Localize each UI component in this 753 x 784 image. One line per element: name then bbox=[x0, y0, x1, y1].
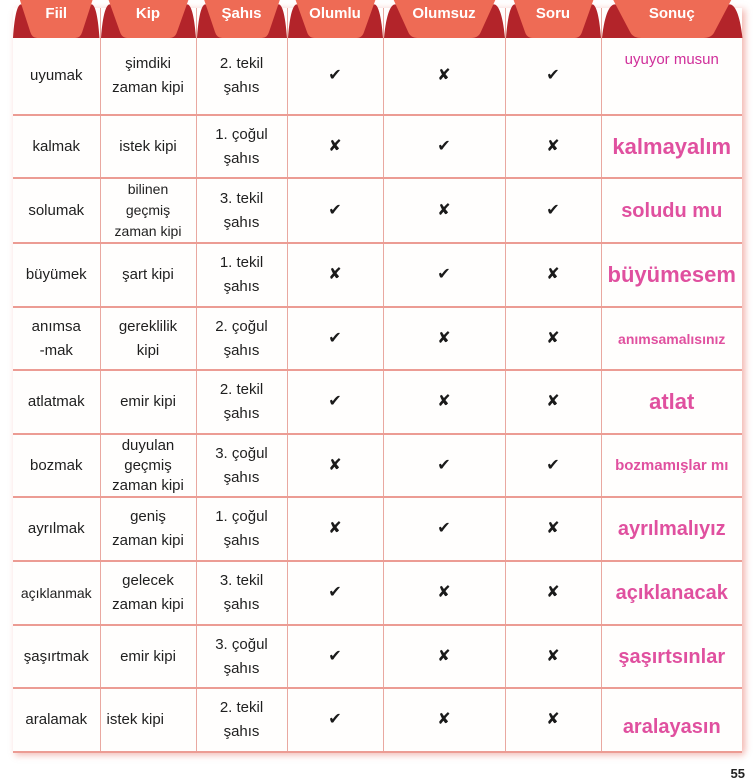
cell-sonuc: aralayasın bbox=[601, 688, 742, 752]
cell-sonuc: şaşırtsınlar bbox=[601, 625, 742, 688]
cross-icon: ✘ bbox=[505, 561, 601, 625]
check-icon: ✔ bbox=[287, 38, 383, 115]
table-row bbox=[13, 243, 742, 307]
cell-kip: duyulan geçmiş zaman kipi bbox=[100, 434, 196, 497]
cross-icon: ✘ bbox=[505, 497, 601, 561]
cell-sahis: 3. tekil şahıs bbox=[196, 178, 287, 243]
cell-sonuc: ayrılmalıyız bbox=[601, 497, 742, 561]
cell-sonuc: anımsamalısınız bbox=[601, 307, 742, 370]
table-row bbox=[13, 370, 742, 434]
cell-sahis: 3. çoğul şahıs bbox=[196, 625, 287, 688]
cell-sahis: 3. çoğul şahıs bbox=[196, 434, 287, 497]
cell-kip: bilinen geçmiş zaman kipi bbox=[100, 178, 196, 243]
check-icon: ✔ bbox=[505, 178, 601, 243]
cell-kip: gelecek zaman kipi bbox=[100, 561, 196, 625]
cross-icon: ✘ bbox=[505, 115, 601, 178]
check-icon: ✔ bbox=[287, 625, 383, 688]
cross-icon: ✘ bbox=[287, 243, 383, 307]
verb-conjugation-table bbox=[13, 5, 742, 753]
page-number: 55 bbox=[730, 766, 745, 781]
cell-sahis: 2. tekil şahıs bbox=[196, 688, 287, 752]
check-icon: ✔ bbox=[383, 434, 505, 497]
check-icon: ✔ bbox=[287, 561, 383, 625]
cell-sahis: 1. çoğul şahıs bbox=[196, 115, 287, 178]
cross-icon: ✘ bbox=[287, 115, 383, 178]
header-fiil: Fiil bbox=[13, 8, 100, 38]
table-row bbox=[13, 178, 742, 243]
cross-icon: ✘ bbox=[505, 370, 601, 434]
cell-kip: emir kipi bbox=[100, 370, 196, 434]
cell-sahis: 2. tekil şahıs bbox=[196, 38, 287, 115]
cell-kip: istek kipi bbox=[100, 688, 196, 752]
cell-kip: şimdiki zaman kipi bbox=[100, 38, 196, 115]
cross-icon: ✘ bbox=[287, 497, 383, 561]
cell-fiil: büyümek bbox=[13, 243, 100, 307]
table-row bbox=[13, 434, 742, 497]
cell-sahis: 2. tekil şahıs bbox=[196, 370, 287, 434]
cell-sahis: 1. tekil şahıs bbox=[196, 243, 287, 307]
cell-kip: istek kipi bbox=[100, 115, 196, 178]
cross-icon: ✘ bbox=[287, 434, 383, 497]
check-icon: ✔ bbox=[383, 243, 505, 307]
cell-sonuc: kalmayalım bbox=[601, 115, 742, 178]
cross-icon: ✘ bbox=[383, 561, 505, 625]
cross-icon: ✘ bbox=[383, 370, 505, 434]
check-icon: ✔ bbox=[505, 434, 601, 497]
cross-icon: ✘ bbox=[383, 307, 505, 370]
cell-kip: şart kipi bbox=[100, 243, 196, 307]
cell-sonuc: uyuyor musun bbox=[601, 38, 742, 115]
table-row bbox=[13, 307, 742, 370]
cell-kip: emir kipi bbox=[100, 625, 196, 688]
cross-icon: ✘ bbox=[505, 688, 601, 752]
check-icon: ✔ bbox=[287, 370, 383, 434]
cross-icon: ✘ bbox=[505, 625, 601, 688]
check-icon: ✔ bbox=[383, 497, 505, 561]
cell-kip: geniş zaman kipi bbox=[100, 497, 196, 561]
cell-sonuc: bozmamışlar mı bbox=[601, 434, 742, 497]
cell-fiil: anımsa-mak bbox=[13, 307, 100, 370]
table-row bbox=[13, 115, 742, 178]
cross-icon: ✘ bbox=[505, 307, 601, 370]
cell-sahis: 3. tekil şahıs bbox=[196, 561, 287, 625]
cell-sonuc: soludu mu bbox=[601, 178, 742, 243]
table-row bbox=[13, 688, 742, 752]
cell-fiil: açıklanmak bbox=[13, 561, 100, 625]
cross-icon: ✘ bbox=[505, 243, 601, 307]
table-row bbox=[13, 625, 742, 688]
header-kip: Kip bbox=[100, 8, 196, 38]
check-icon: ✔ bbox=[505, 38, 601, 115]
cell-fiil: şaşırtmak bbox=[13, 625, 100, 688]
cell-fiil: solumak bbox=[13, 178, 100, 243]
cell-sonuc: açıklanacak bbox=[601, 561, 742, 625]
cell-kip: gereklilik kipi bbox=[100, 307, 196, 370]
cell-fiil: atlatmak bbox=[13, 370, 100, 434]
cell-fiil: aralamak bbox=[13, 688, 100, 752]
cell-sahis: 2. çoğul şahıs bbox=[196, 307, 287, 370]
table-row bbox=[13, 561, 742, 625]
header-olumsuz: Olumsuz bbox=[383, 8, 505, 38]
check-icon: ✔ bbox=[287, 688, 383, 752]
table-row bbox=[13, 38, 742, 115]
cell-sonuc: atlat bbox=[601, 370, 742, 434]
header-soru: Soru bbox=[505, 8, 601, 38]
cross-icon: ✘ bbox=[383, 625, 505, 688]
header-sahis: Şahıs bbox=[196, 8, 287, 38]
check-icon: ✔ bbox=[383, 115, 505, 178]
cell-sahis: 1. çoğul şahıs bbox=[196, 497, 287, 561]
cell-sonuc: büyümesem bbox=[601, 243, 742, 307]
header-olumlu: Olumlu bbox=[287, 8, 383, 38]
cross-icon: ✘ bbox=[383, 178, 505, 243]
cross-icon: ✘ bbox=[383, 38, 505, 115]
cell-fiil: kalmak bbox=[13, 115, 100, 178]
cell-fiil: bozmak bbox=[13, 434, 100, 497]
header-sonuc: Sonuç bbox=[601, 8, 742, 38]
table-row bbox=[13, 497, 742, 561]
header-row bbox=[13, 8, 742, 38]
check-icon: ✔ bbox=[287, 307, 383, 370]
check-icon: ✔ bbox=[287, 178, 383, 243]
cell-fiil: ayrılmak bbox=[13, 497, 100, 561]
cell-fiil: uyumak bbox=[13, 38, 100, 115]
cross-icon: ✘ bbox=[383, 688, 505, 752]
